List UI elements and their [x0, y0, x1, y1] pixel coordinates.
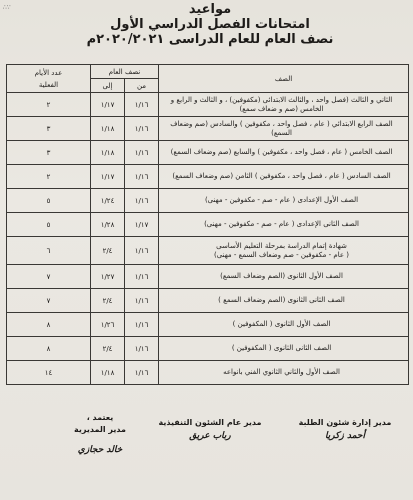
grade-cell: الصف الثانى الثانوى (الصم وضعاف السمع )	[159, 289, 409, 313]
days-cell: ٥	[7, 189, 91, 213]
to-cell: ٢/٤	[91, 337, 125, 361]
grade-cell: الصف الأول الثانوى (الصم وضعاف السمع)	[159, 265, 409, 289]
signature-title: مدير عام الشئون التنفيذية	[158, 418, 262, 427]
approve-label: يعتمد ،	[86, 413, 114, 422]
from-cell: ١/١٦	[125, 117, 159, 141]
grade-cell: الصف الرابع الابتدائي ( عام ، فصل واحد ، مكفوفين ) والسادس (صم وضعاف السمع)	[159, 117, 409, 141]
corner-mark: ∴∵	[3, 4, 11, 11]
grade-cell: الثاني و الثالث (فصل واحد ، والثالث الابتدائى (مكفوفين) ، و الثالث و الرابع و الخامس (صم و ضعاف سمع)	[159, 93, 409, 117]
days-cell: ١٤	[7, 361, 91, 385]
to-cell: ١/٢٤	[91, 189, 125, 213]
days-column-header: عدد الأيام الفعلية	[7, 65, 91, 93]
document-header	[60, 2, 360, 47]
from-cell: ١/١٧	[125, 213, 159, 237]
to-cell: ١/٢٨	[91, 213, 125, 237]
grade-cell: الصف الأول الإعدادى ( عام - صم - مكفوفين - مهنى)	[159, 189, 409, 213]
to-cell: ١/١٨	[91, 361, 125, 385]
signature-title: مدير إدارة شئون الطلبة	[298, 418, 392, 427]
to-cell: ١/١٨	[91, 141, 125, 165]
exec-affairs-signature	[150, 418, 270, 441]
from-cell: ١/١٦	[125, 313, 159, 337]
header-line-1: مواعيد	[188, 2, 232, 17]
directorate-signature	[50, 412, 150, 456]
signature-name: رباب عريق	[189, 431, 231, 441]
grade-cell: شهادة إتمام الدراسة بمرحلة التعليم الأساسى ( عام - مكفوفين - صم وضعاف السمع - مهنى)	[159, 237, 409, 265]
grade-cell: الصف الخامس ( عام ، فصل واحد ، مكفوفين ) والسابع (صم وضعاف السمع)	[159, 141, 409, 165]
table-row	[7, 93, 409, 117]
days-cell: ٣	[7, 117, 91, 141]
grade-cell: الصف الأول والثاني الثانوي الفني بانواعه	[159, 361, 409, 385]
days-cell: ٦	[7, 237, 91, 265]
half-year-column-header: نصف العام	[91, 65, 159, 79]
students-affairs-signature	[285, 418, 405, 441]
from-cell: ١/١٦	[125, 165, 159, 189]
days-cell: ٥	[7, 213, 91, 237]
table-row	[7, 213, 409, 237]
days-cell: ٢	[7, 93, 91, 117]
from-column-header: من	[125, 79, 159, 93]
to-cell: ١/٢٦	[91, 313, 125, 337]
table-row	[7, 337, 409, 361]
from-cell: ١/١٦	[125, 237, 159, 265]
table-row	[7, 361, 409, 385]
table-row	[7, 117, 409, 141]
from-cell: ١/١٦	[125, 361, 159, 385]
from-cell: ١/١٦	[125, 337, 159, 361]
table-row	[7, 265, 409, 289]
from-cell: ١/١٦	[125, 189, 159, 213]
days-cell: ٢	[7, 165, 91, 189]
to-cell: ١/٢٧	[91, 265, 125, 289]
to-cell: ٢/٤	[91, 289, 125, 313]
grade-cell: الصف السادس ( عام ، فصل واحد ، مكفوفين ) الثامن (صم وضعاف السمع)	[159, 165, 409, 189]
signature-name: أحمد زكريا	[325, 431, 365, 441]
signature-title: مدير المديرية	[74, 425, 126, 434]
days-cell: ٨	[7, 313, 91, 337]
grade-cell: الصف الثانى الإعدادى ( عام - صم - مكفوفين - مهنى)	[159, 213, 409, 237]
from-cell: ١/١٦	[125, 265, 159, 289]
to-cell: ٢/٤	[91, 237, 125, 265]
days-cell: ٨	[7, 337, 91, 361]
to-cell: ١/١٧	[91, 165, 125, 189]
days-cell: ٧	[7, 289, 91, 313]
days-cell: ٣	[7, 141, 91, 165]
table-row	[7, 313, 409, 337]
header-line-2: امتحانات الفصل الدراسي الأول	[110, 17, 310, 32]
grade-cell: الصف الأول الثانوى ( المكفوفين )	[159, 313, 409, 337]
to-column-header: إلى	[91, 79, 125, 93]
exam-schedule-table	[6, 64, 409, 385]
signature-name: خالد حجازي	[77, 445, 123, 455]
days-cell: ٧	[7, 265, 91, 289]
from-cell: ١/١٦	[125, 141, 159, 165]
from-cell: ١/١٦	[125, 93, 159, 117]
to-cell: ١/١٨	[91, 117, 125, 141]
table-row	[7, 141, 409, 165]
table-row	[7, 165, 409, 189]
from-cell: ١/١٦	[125, 289, 159, 313]
grade-cell: الصف الثانى الثانوى ( المكفوفين )	[159, 337, 409, 361]
grade-column-header: الصف	[159, 65, 409, 93]
table-row	[7, 189, 409, 213]
header-line-3: نصف العام للعام الدراسى ٢٠٢٠/٢٠٢١م	[86, 32, 334, 47]
table-row	[7, 289, 409, 313]
table-row	[7, 237, 409, 265]
to-cell: ١/١٧	[91, 93, 125, 117]
